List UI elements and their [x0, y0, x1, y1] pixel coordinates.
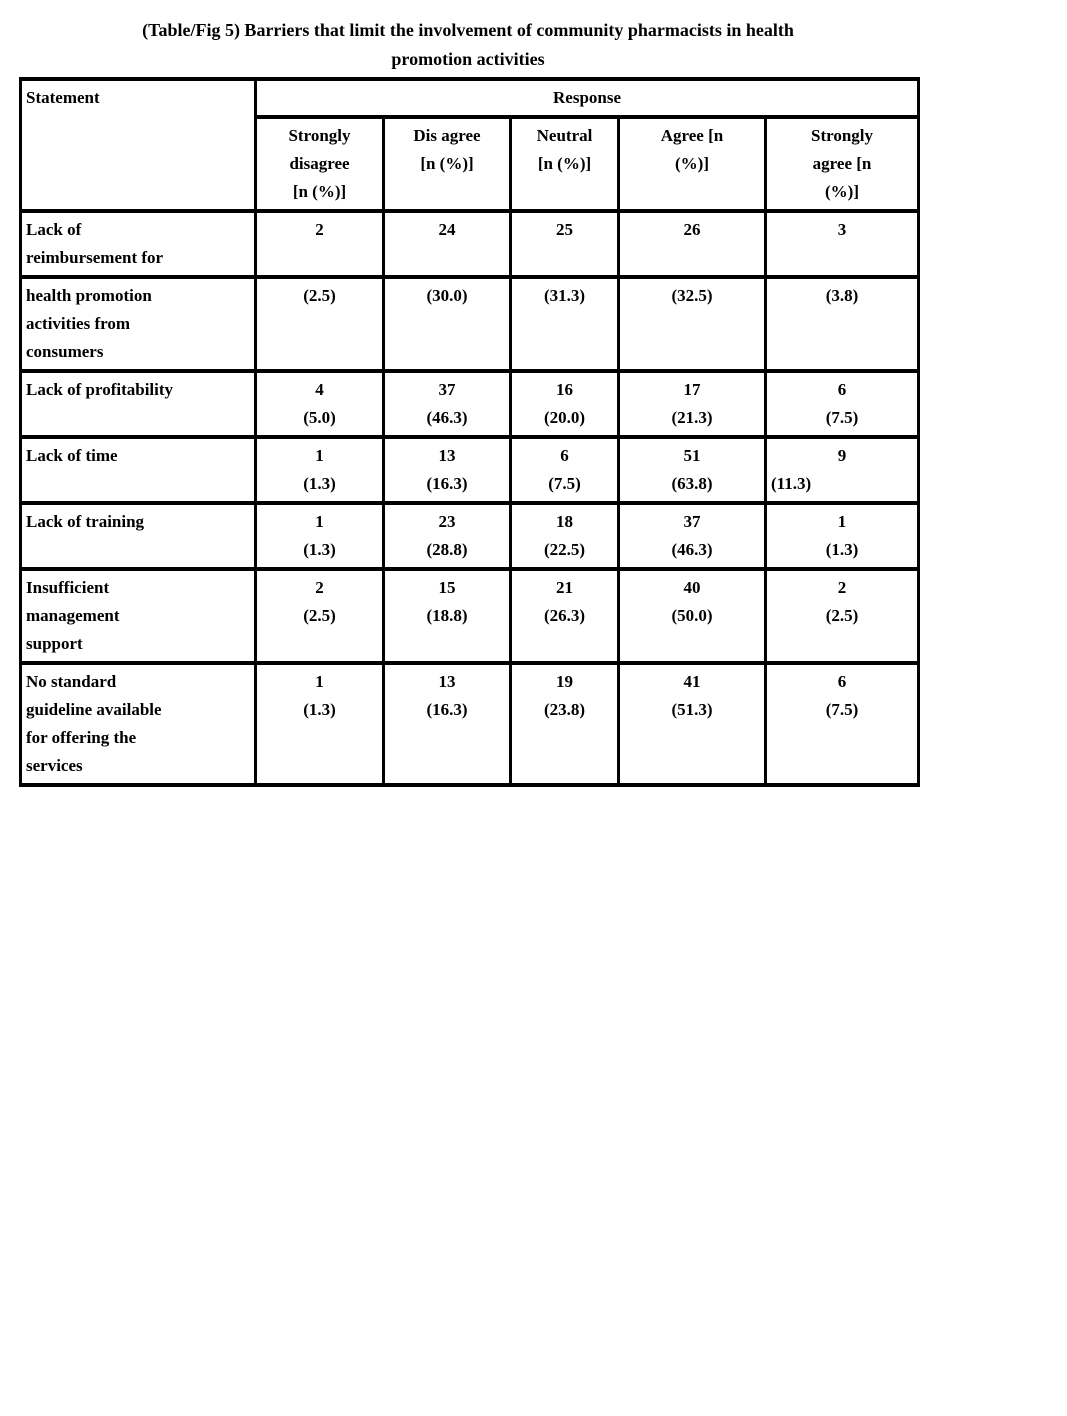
value-cell [766, 503, 919, 569]
value-cell [511, 569, 619, 663]
cell-value: (16.3) [426, 474, 468, 493]
statement-text: Lack of profitability [26, 380, 174, 399]
cell-value: (7.5) [825, 700, 859, 719]
value-cell [619, 663, 766, 785]
column-header-text: Neutral [536, 126, 593, 145]
cell-value: (20.0) [543, 408, 586, 427]
response-header-row [21, 79, 919, 117]
value-cell [384, 371, 511, 437]
cell-value: 1 [315, 672, 324, 691]
value-cell [766, 569, 919, 663]
column-header-text: Agree [n [660, 126, 724, 145]
cell-value: (46.3) [671, 540, 713, 559]
cell-value: (46.3) [426, 408, 468, 427]
value-cell [256, 503, 384, 569]
column-header-text: [n (%)] [292, 182, 347, 201]
value-cell [619, 569, 766, 663]
cell-value: 3 [837, 220, 847, 239]
statement-text: activities from [26, 314, 131, 333]
cell-value: 6 [560, 446, 569, 465]
statement-text: services [26, 756, 83, 775]
value-cell [619, 371, 766, 437]
statement-text: support [26, 634, 83, 653]
value-cell [256, 371, 384, 437]
table-row [21, 663, 919, 785]
cell-value: 41 [683, 672, 701, 691]
statement-text: consumers [26, 342, 104, 361]
cell-value: 9 [837, 446, 847, 465]
cell-value: (7.5) [548, 474, 581, 493]
value-cell [766, 371, 919, 437]
statement-text: reimbursement for [26, 248, 164, 267]
value-cell [766, 437, 919, 503]
value-cell [511, 437, 619, 503]
cell-value: 16 [556, 380, 573, 399]
table-header [21, 79, 919, 211]
statement-cell [21, 663, 256, 785]
column-header-text: disagree [289, 154, 350, 173]
table-row [21, 277, 919, 371]
column-header-cell [384, 117, 511, 211]
cell-value: (1.3) [825, 540, 859, 559]
cell-value: 19 [556, 672, 573, 691]
column-header-cell [619, 117, 766, 211]
table-body [21, 211, 919, 785]
cell-value: 1 [837, 512, 847, 531]
cell-value: (18.8) [426, 606, 468, 625]
cell-value: (51.3) [671, 700, 713, 719]
statement-text: health promotion [26, 286, 152, 305]
column-header-text: Strongly [810, 126, 874, 145]
table-row [21, 371, 919, 437]
cell-value: 25 [556, 220, 573, 239]
cell-value: 17 [683, 380, 701, 399]
cell-value: (26.3) [543, 606, 586, 625]
value-cell [384, 437, 511, 503]
cell-value: (5.0) [303, 408, 336, 427]
value-cell [384, 211, 511, 277]
column-header-text: agree [n [812, 154, 872, 173]
value-cell [384, 503, 511, 569]
cell-value: (23.8) [543, 700, 586, 719]
value-cell [256, 663, 384, 785]
column-header-cell [766, 117, 919, 211]
cell-value: 37 [438, 380, 456, 399]
barriers-table [19, 77, 920, 787]
value-cell [384, 663, 511, 785]
response-header-cell: Response [256, 79, 919, 117]
cell-value: (11.3) [771, 474, 812, 493]
cell-value: (28.8) [426, 540, 468, 559]
statement-cell [21, 503, 256, 569]
value-cell [766, 663, 919, 785]
column-header-text: Strongly [288, 126, 351, 145]
statement-cell [21, 371, 256, 437]
statement-cell [21, 211, 256, 277]
value-cell [511, 211, 619, 277]
cell-value: 37 [683, 512, 701, 531]
cell-value: (2.5) [303, 606, 336, 625]
column-header-text: [n (%)] [420, 154, 474, 173]
statement-text: for offering the [26, 728, 137, 747]
cell-value: 13 [438, 672, 456, 691]
column-header-text: (%)] [825, 182, 859, 201]
document-content [19, 0, 917, 787]
cell-value: 26 [683, 220, 701, 239]
value-cell [766, 277, 919, 371]
table-title [19, 16, 917, 74]
statement-text: Lack of training [26, 512, 145, 531]
column-header-cell [256, 117, 384, 211]
cell-value: (7.5) [825, 408, 859, 427]
value-cell [384, 569, 511, 663]
cell-value: 4 [315, 380, 324, 399]
column-header-cell [511, 117, 619, 211]
cell-value: (32.5) [671, 286, 713, 305]
value-cell [511, 663, 619, 785]
cell-value: 1 [315, 446, 324, 465]
cell-value: 21 [556, 578, 573, 597]
value-cell [619, 503, 766, 569]
cell-value: 24 [438, 220, 456, 239]
cell-value: 51 [683, 446, 701, 465]
value-cell [619, 277, 766, 371]
cell-value: (50.0) [671, 606, 713, 625]
statement-text: guideline available [26, 700, 162, 719]
column-header-text: Dis agree [413, 126, 481, 145]
value-cell [256, 277, 384, 371]
cell-value: 15 [438, 578, 456, 597]
cell-value: 18 [556, 512, 573, 531]
cell-value: 2 [315, 578, 324, 597]
cell-value: (21.3) [671, 408, 713, 427]
value-cell [384, 277, 511, 371]
statement-cell [21, 569, 256, 663]
column-header-text: (%)] [675, 154, 709, 173]
cell-value: (16.3) [426, 700, 468, 719]
cell-value: (1.3) [303, 540, 336, 559]
value-cell [511, 277, 619, 371]
cell-value: 6 [837, 380, 847, 399]
table-row [21, 437, 919, 503]
cell-value: (2.5) [303, 286, 336, 305]
cell-value: (22.5) [543, 540, 586, 559]
value-cell [511, 371, 619, 437]
cell-value: (31.3) [543, 286, 586, 305]
column-header-text: [n (%)] [537, 154, 592, 173]
cell-value: (2.5) [825, 606, 859, 625]
statement-cell [21, 277, 256, 371]
cell-value: 23 [438, 512, 456, 531]
statement-text: Lack of [26, 220, 82, 239]
value-cell [766, 211, 919, 277]
cell-value: (3.8) [825, 286, 859, 305]
table-title-line-2: promotion activities [391, 49, 545, 69]
cell-value: 6 [837, 672, 847, 691]
value-cell [511, 503, 619, 569]
cell-value: 1 [315, 512, 324, 531]
cell-value: 2 [315, 220, 324, 239]
statement-text: Insufficient [26, 578, 110, 597]
value-cell [256, 437, 384, 503]
cell-value: 2 [837, 578, 847, 597]
cell-value: (30.0) [426, 286, 468, 305]
statement-header-cell: Statement [21, 79, 256, 211]
cell-value: (1.3) [303, 474, 336, 493]
table-row [21, 569, 919, 663]
value-cell [619, 211, 766, 277]
cell-value: (63.8) [671, 474, 713, 493]
statement-text: management [26, 606, 120, 625]
table-row [21, 503, 919, 569]
value-cell [256, 569, 384, 663]
table-row [21, 211, 919, 277]
table-title-line-1: (Table/Fig 5) Barriers that limit the involvement of community pharmacists in health [142, 20, 794, 40]
value-cell [619, 437, 766, 503]
cell-value: 13 [438, 446, 456, 465]
value-cell [256, 211, 384, 277]
cell-value: 40 [683, 578, 701, 597]
cell-value: (1.3) [303, 700, 336, 719]
statement-text: No standard [26, 672, 117, 691]
statement-text: Lack of time [26, 446, 118, 465]
statement-cell [21, 437, 256, 503]
